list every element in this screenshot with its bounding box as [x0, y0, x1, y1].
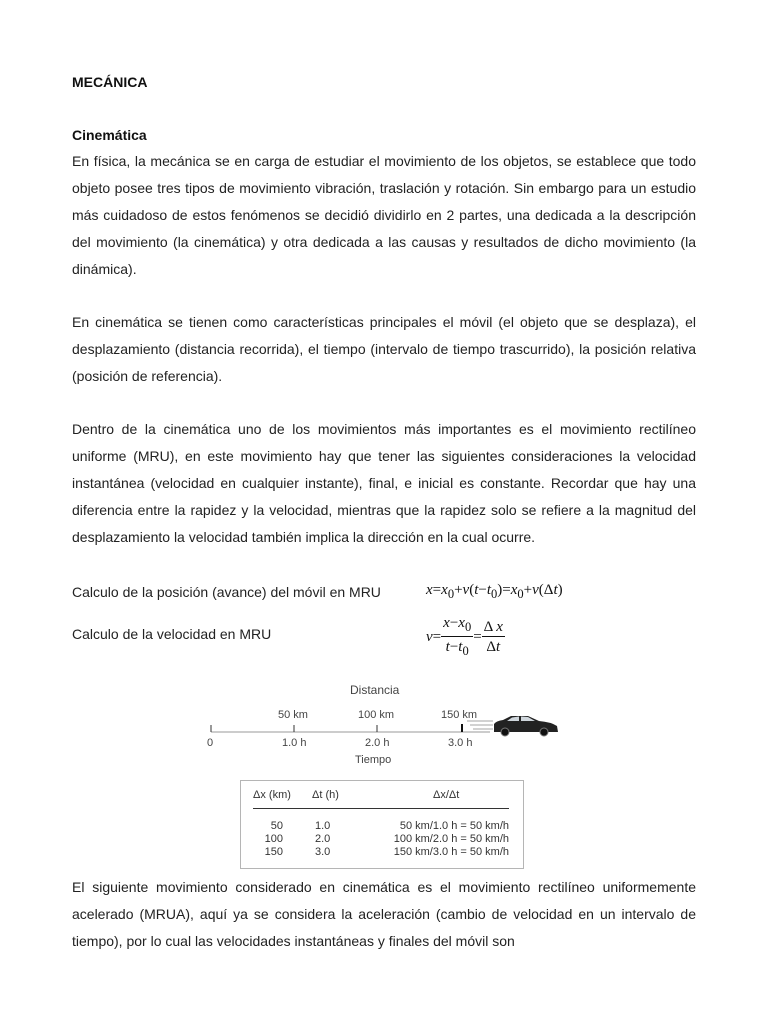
time-tick-label: 2.0 h	[365, 737, 390, 749]
table-header: Δt (h)	[312, 789, 339, 801]
car-icon	[494, 716, 558, 736]
velocity-formula: v= $\frac{x-x_0}{t-t_0}$ = $\frac{\text{Δ x}}{\Delta t}$	[426, 615, 503, 658]
distance-tick-label: 150 km	[441, 709, 478, 721]
table-cell: 1.0	[315, 820, 331, 832]
table-cell: 50 km/1.0 h = 50 km/h	[399, 820, 509, 832]
section-heading: Cinemática	[72, 127, 147, 143]
table-header: Δx/Δt	[433, 789, 460, 801]
table-divider	[253, 808, 509, 809]
distance-tick-label: 100 km	[358, 709, 395, 721]
paragraph-mrua: El siguiente movimiento considerado en cinemática es el movimiento rectilíneo uniformemente acelerado (MRUA), aquí ya se considera la aceleración (cambio de velocidad en un intervalo de tiempo), por lo cual las velocidades instantáneas y finales del móvil son	[72, 879, 696, 949]
table-header: Δx (km)	[253, 789, 291, 801]
table-cell: 100 km/2.0 h = 50 km/h	[393, 833, 509, 845]
document-title: MECÁNICA	[72, 74, 148, 90]
table-cell: 3.0	[315, 846, 331, 858]
table-cell: 150 km/3.0 h = 50 km/h	[393, 846, 509, 858]
position-formula: $x=x_0+v(t-t_0)=x_0+v(\Delta t)$	[426, 582, 563, 601]
distance-tick-label: 50 km	[278, 709, 308, 721]
time-tick-label: 3.0 h	[448, 737, 473, 749]
time-tick-label: 1.0 h	[282, 737, 307, 749]
table-cell: 150	[264, 846, 283, 858]
paragraph-mru: Dentro de la cinemática uno de los movimientos más importantes es el movimiento rectilíneo uniforme (MRU), en este movimiento hay que tener las siguientes consideraciones la velocidad instantánea (velocidad en cualquier instante), final, e inicial es constante. Recordar que hay una diferencia entre la rapidez y la velocidad, mientras que la rapidez solo se refiere a la magnitud del desplazamiento la velocidad también implica la dirección en la cual ocurre.	[72, 421, 696, 545]
paragraph-characteristics: En cinemática se tienen como características principales el móvil (el objeto que se desplaza), el desplazamiento (distancia recorrida), el tiempo (intervalo de tiempo trascurrido), la posición relativa (posición de referencia).	[72, 314, 696, 384]
table-cell: 2.0	[315, 833, 331, 845]
distance-axis-label: Distancia	[350, 683, 400, 697]
paragraph-intro: En física, la mecánica se en carga de estudiar el movimiento de los objetos, se establece que todo objeto posee tres tipos de movimiento vibración, traslación y rotación. Sin embargo para un estudio más cuidadoso de estos fenómenos se decidió dividirlo en 2 partes, una dedicada a la descripción del movimiento (la cinemática) y otra dedicada a las causas y resultados de dicho movimiento (la dinámica).	[72, 153, 696, 277]
table-cell: 50	[270, 820, 283, 832]
timeline-svg	[200, 716, 570, 786]
time-axis-label: Tiempo	[355, 754, 392, 766]
time-tick-label: 0	[207, 737, 214, 749]
position-formula-label: Calculo de la posición (avance) del móvil en MRU	[72, 584, 381, 600]
velocity-formula-label: Calculo de la velocidad en MRU	[72, 626, 272, 642]
mru-table	[240, 780, 524, 869]
table-cell: 100	[264, 833, 283, 845]
